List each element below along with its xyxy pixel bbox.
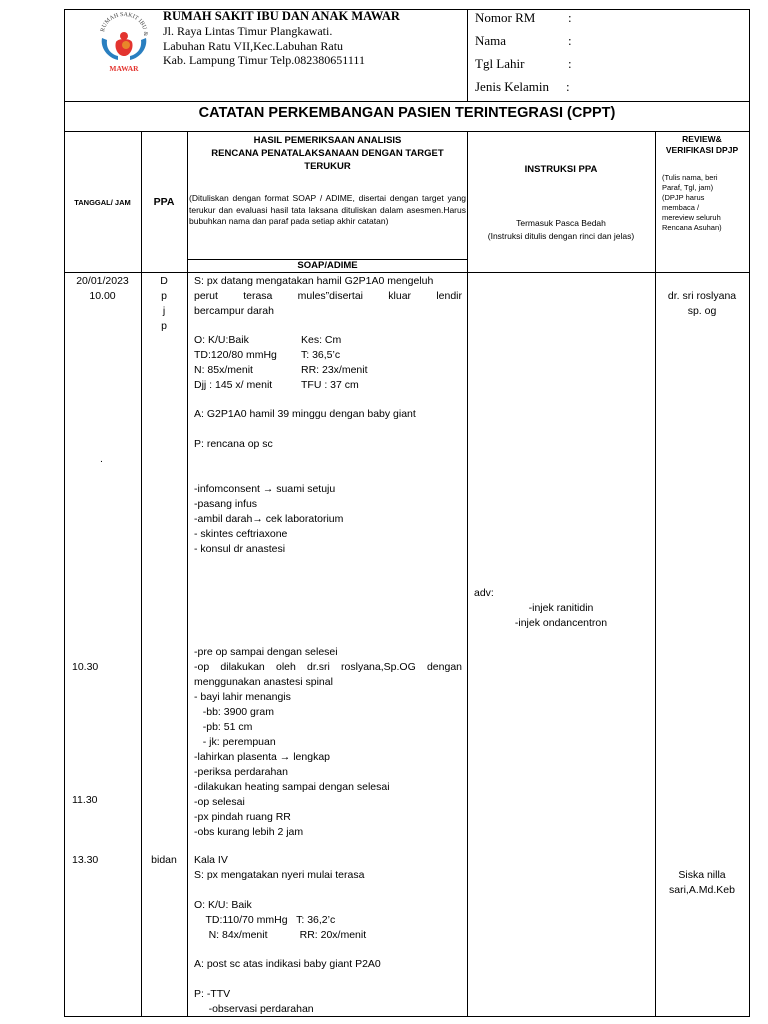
title-divider: [64, 131, 750, 132]
header-divider: [64, 101, 750, 102]
header-instruksi-note-2: (Instruksi ditulis dengan rinci dan jelas): [487, 231, 635, 241]
table-border-right: [749, 9, 750, 1017]
soap-s1-line-2: perut terasa mules”disertai kluar lendir: [194, 290, 462, 302]
logo-label: MAWAR: [109, 64, 139, 73]
soap-op-line-2: -op dilakukan oleh dr.sri roslyana,Sp.OG dengan: [194, 661, 462, 673]
instruksi-adv-items: -injek ranitidin -injek ondancentron: [514, 602, 608, 629]
patient-field-label-nama: Nama: [475, 33, 507, 48]
soap-s1-line-3: bercampur darah: [194, 305, 274, 317]
entry-time-2: 10.30: [72, 661, 99, 673]
header-instruksi: INSTRUKSI PPA: [524, 164, 598, 175]
ppa-letter-p2: p: [161, 320, 167, 332]
patient-box-divider: [467, 9, 468, 102]
hospital-name: RUMAH SAKIT IBU DAN ANAK MAWAR: [163, 9, 400, 23]
ppa-letter-j: j: [162, 305, 166, 317]
review-dpjp-name: dr. sri roslyana sp. og: [667, 290, 737, 317]
soap-op-rest: menggunakan anastesi spinal - bayi lahir menangis -bb: 3900 gram -pb: 51 cm - jk: perempuan -lahirkan plasenta → lengkap -periksa perdarahan -dilakukan heating sampai dengan selesai -op selesai -px pindah ruang RR -obs kurang lebih 2 jam: [194, 676, 390, 838]
soap-kala-iv: Kala IV S: px mengatakan nyeri mulai terasa: [194, 854, 365, 881]
soap-plan-1: -infomconsent → suami setuju -pasang infus -ambil darah→ cek laboratorium - skintes ceftriaxone - konsul dr anastesi: [194, 483, 344, 555]
entry-time-1: 10.00: [89, 290, 116, 302]
page-title: CATATAN PERKEMBANGAN PASIEN TERINTEGRASI (CPPT): [198, 105, 616, 121]
hospital-address-3: Kab. Lampung Timur Telp.082380651111: [163, 53, 365, 67]
patient-field-label-tgl-lahir: Tgl Lahir: [475, 56, 525, 71]
soap-a1: A: G2P1A0 hamil 39 minggu dengan baby giant: [194, 408, 416, 420]
patient-field-label-jenis-kelamin: Jenis Kelamin: [475, 79, 550, 94]
column-divider-1: [141, 131, 142, 1017]
svg-text:RUMAH SAKIT IBU & ANAK: RUMAH SAKIT IBU &: [100, 12, 149, 37]
hospital-logo: [96, 12, 152, 74]
soap-o2: O: K/U: Baik TD:110/70 mmHg T: 36,2’c N: 84x/menit RR: 20x/menit: [194, 899, 367, 941]
patient-field-value-tgl-lahir: :: [568, 56, 572, 71]
table-border-left: [64, 9, 65, 1017]
header-review: REVIEW& VERIFIKASI DPJP: [665, 134, 739, 155]
header-review-note: (Tulis nama, beri Paraf, Tgl, jam) (DPJP harus membaca / mereview seluruh Rencana Asuhan): [662, 173, 722, 232]
ppa-bidan: bidan: [151, 854, 177, 866]
header-tanggal: TANGGAL/ JAM: [74, 198, 131, 207]
header-ppa: PPA: [153, 196, 175, 208]
column-header-divider: [64, 272, 750, 273]
soap-s1-line-1: S: px datang mengatakan hamil G2P1A0 mengeluh: [194, 275, 434, 287]
soap-p1: P: rencana op sc: [194, 438, 273, 450]
soap-o1-col-2: Kes: Cm T: 36,5’c RR: 23x/menit TFU : 37 cm: [301, 334, 368, 391]
soap-op-line-1: -pre op sampai dengan selesei: [194, 646, 338, 658]
hospital-address-1: Jl. Raya Lintas Timur Plangkawati.: [163, 24, 333, 38]
ppa-letter-p: p: [161, 290, 167, 302]
entry-time-3: 11.30: [72, 794, 98, 806]
soap-p2: P: -TTV -observasi perdarahan: [194, 988, 314, 1015]
ppa-letter-d: D: [160, 275, 168, 287]
patient-field-label-rm: Nomor RM: [475, 10, 536, 25]
patient-field-value-rm: :: [568, 10, 572, 25]
hospital-address-2: Labuhan Ratu VII,Kec.Labuhan Ratu: [163, 39, 344, 53]
soap-a2: A: post sc atas indikasi baby giant P2A0: [194, 958, 381, 970]
table-border-bottom: [64, 1016, 750, 1017]
patient-field-value-nama: :: [568, 33, 572, 48]
entry-time-4: 13.30: [72, 854, 99, 866]
entry-date: 20/01/2023: [76, 275, 129, 287]
patient-field-value-jenis-kelamin: :: [566, 79, 570, 94]
soap-o1-col-1: O: K/U:Baik TD:120/80 mmHg N: 85x/menit Djj : 145 x/ menit: [194, 334, 277, 391]
header-instruksi-note-1: Termasuk Pasca Bedah: [516, 218, 606, 228]
entry-dot: .: [100, 453, 103, 465]
review-bidan-name: Siska nilla sari,A.Md.Keb: [669, 869, 735, 896]
header-soap: SOAP/ADIME: [297, 260, 358, 271]
instruksi-adv-label: adv:: [474, 587, 494, 599]
header-hasil-pemeriksaan: HASIL PEMERIKSAAN ANALISIS RENCANA PENATALAKSANAAN DENGAN TARGET TERUKUR: [211, 135, 444, 172]
header-hasil-note: (Dituliskan dengan format SOAP / ADIME, disertai dengan target yang terukur dan evaluasi hasil tata laksana dituliskan dalam asesmen.Harus bubuhkan nama dan paraf pada setiap akhir catatan): [189, 193, 466, 226]
